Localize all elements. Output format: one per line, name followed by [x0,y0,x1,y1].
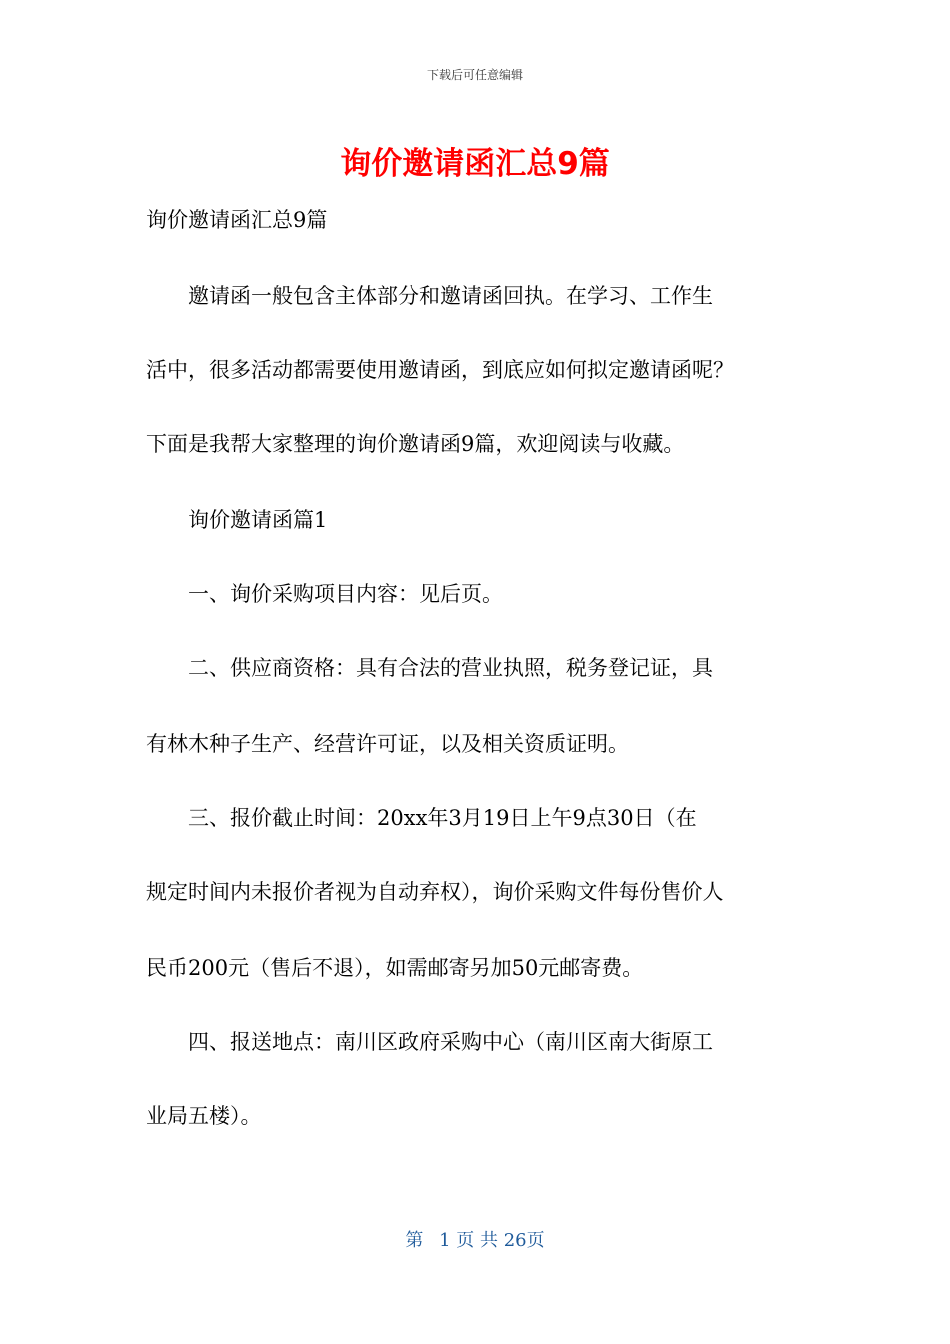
footer-prefix: 第 [405,1230,424,1251]
page-footer [0,1226,950,1252]
paragraph-line: 三、报价截止时间：20xx年3月19日上午9点30日（在 [146,806,697,830]
section-heading: 询价邀请函篇1 [146,508,328,532]
footer-middle: 页 共 [456,1230,498,1251]
footer-suffix: 页 [526,1230,545,1251]
paragraph-line: 二、供应商资格：具有合法的营业执照，税务登记证，具 [146,656,713,680]
paragraph-line: 下面是我帮大家整理的询价邀请函9篇，欢迎阅读与收藏。 [146,432,685,456]
paragraph-line: 四、报送地点：南川区政府采购中心（南川区南大街原工 [146,1030,713,1054]
paragraph-line: 有林木种子生产、经营许可证，以及相关资质证明。 [146,732,629,756]
paragraph-line: 活中，很多活动都需要使用邀请函，到底应如何拟定邀请函呢？ [146,358,734,382]
subtitle-line: 询价邀请函汇总9篇 [146,208,328,232]
document-title: 询价邀请函汇总9篇 [340,146,610,182]
footer-page-number: 1 [439,1230,451,1251]
paragraph-line: 邀请函一般包含主体部分和邀请函回执。在学习、工作生 [146,284,713,308]
paragraph-line: 规定时间内未报价者视为自动弃权），询价采购文件每份售价人 [146,880,724,904]
paragraph-line: 业局五楼）。 [146,1104,262,1128]
paragraph-line: 民币200元（售后不退），如需邮寄另加50元邮寄费。 [146,956,644,980]
paragraph-line: 一、询价采购项目内容：见后页。 [146,582,503,606]
header-note: 下载后可任意编辑 [426,68,523,82]
footer-total-pages: 26 [503,1230,527,1251]
